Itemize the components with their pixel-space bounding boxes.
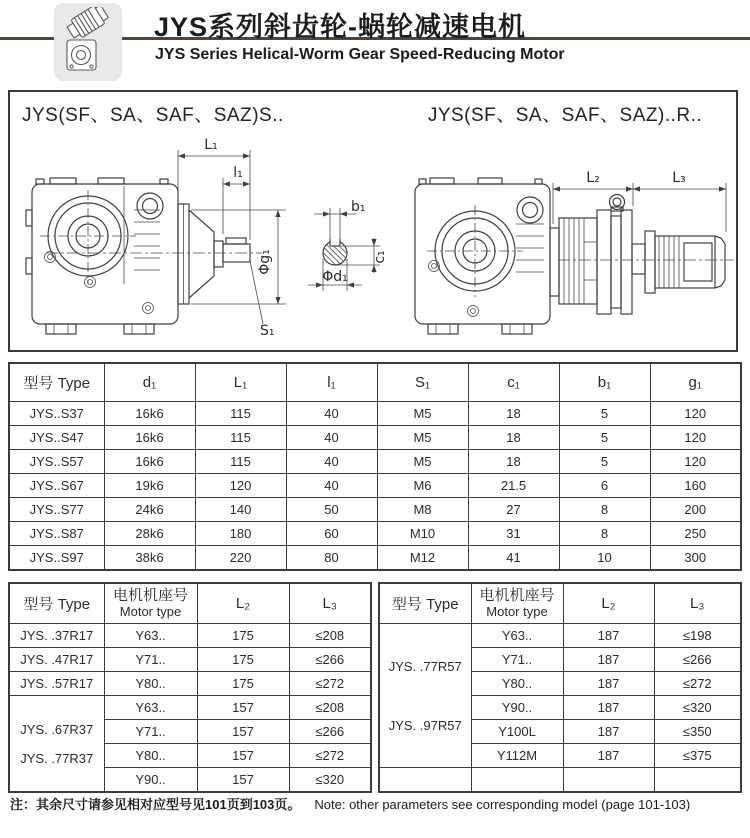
- value-cell: 18: [468, 402, 559, 426]
- dim-label-d1: Φd₁: [322, 269, 348, 285]
- diagram-caption-r-type: JYS(SF、SA、SAF、SAZ)..R..: [427, 105, 703, 126]
- l3-cell: ≤320: [289, 768, 371, 793]
- value-cell: 41: [468, 546, 559, 571]
- model-cell: JYS..S87: [9, 522, 104, 546]
- l3-cell: ≤266: [289, 720, 371, 744]
- model-label: JYS. .77R37: [20, 750, 94, 766]
- header-row: [9, 583, 371, 624]
- col-header-dim: g₁: [650, 363, 741, 402]
- model-label: JYS. .57R17: [20, 676, 94, 691]
- value-cell: 8: [559, 522, 650, 546]
- col-header-dim: b₁: [559, 363, 650, 402]
- motor-row: [9, 624, 371, 648]
- dimension-c1: [336, 238, 388, 273]
- motor-row: [9, 672, 371, 696]
- col-header-dim: L₁: [195, 363, 286, 402]
- l3-cell: ≤272: [289, 744, 371, 768]
- l2-cell: 175: [197, 624, 289, 648]
- value-cell: 10: [559, 546, 650, 571]
- model-cell: [9, 696, 104, 793]
- model-label: JYS. .77R57: [388, 658, 462, 674]
- value-cell: 115: [195, 450, 286, 474]
- value-cell: 21.5: [468, 474, 559, 498]
- dimension-d1: [308, 259, 362, 291]
- spec-row: [9, 546, 741, 571]
- dimension-l1: [223, 165, 250, 234]
- l3-cell: ≤208: [289, 624, 371, 648]
- motor-type-cell: Y71..: [104, 720, 197, 744]
- model-cell: [379, 624, 471, 768]
- col-header-type: 型号 Type: [9, 363, 104, 402]
- diagram-caption-s-type: JYS(SF、SA、SAF、SAZ)S..: [22, 105, 284, 126]
- value-cell: 120: [195, 474, 286, 498]
- l2-cell: 157: [197, 744, 289, 768]
- l3-cell: ≤208: [289, 696, 371, 720]
- dim-label-L2: L₂: [586, 170, 600, 186]
- value-cell: 5: [559, 426, 650, 450]
- value-cell: M5: [377, 426, 468, 450]
- motor-table-r17-r37: [8, 582, 372, 793]
- model-label: JYS. .47R17: [20, 652, 94, 667]
- l2-cell: 175: [197, 672, 289, 696]
- main-spec-table: [8, 362, 742, 571]
- value-cell: 160: [650, 474, 741, 498]
- col-header-dim: c₁: [468, 363, 559, 402]
- value-cell: 140: [195, 498, 286, 522]
- shaft-cross-section: [323, 237, 347, 265]
- value-cell: 19k6: [104, 474, 195, 498]
- l3-cell: ≤198: [654, 624, 741, 648]
- value-cell: 40: [286, 474, 377, 498]
- model-cell: [9, 672, 104, 696]
- dim-label-c1: c₁: [372, 250, 388, 264]
- primary-stage-assembly: [550, 195, 645, 315]
- value-cell: 16k6: [104, 402, 195, 426]
- col-header-dim: d₁: [104, 363, 195, 402]
- value-cell: 24k6: [104, 498, 195, 522]
- l2-cell: 157: [197, 768, 289, 793]
- spec-row: [9, 402, 741, 426]
- value-cell: 18: [468, 450, 559, 474]
- model-cell: JYS..S77: [9, 498, 104, 522]
- value-cell: 18: [468, 426, 559, 450]
- model-label: JYS. .97R57: [388, 717, 462, 733]
- gearbox-front-view-r: [415, 178, 550, 334]
- motor-type-cell: Y63..: [104, 696, 197, 720]
- technical-drawings: [10, 92, 736, 350]
- model-cell: [9, 624, 104, 648]
- model-cell: JYS..S57: [9, 450, 104, 474]
- model-label: JYS. .37R17: [20, 628, 94, 643]
- l2-cell: 187: [563, 624, 654, 648]
- model-cell: JYS..S37: [9, 402, 104, 426]
- value-cell: 5: [559, 402, 650, 426]
- value-cell: M8: [377, 498, 468, 522]
- col-header-dim: S₁: [377, 363, 468, 402]
- motor-header-en: Motor type: [486, 603, 548, 619]
- value-cell: 80: [286, 546, 377, 571]
- model-cell: [9, 648, 104, 672]
- value-cell: 300: [650, 546, 741, 571]
- motor-row: [9, 648, 371, 672]
- spec-row: [9, 498, 741, 522]
- header-row: [379, 583, 741, 624]
- value-cell: M10: [377, 522, 468, 546]
- motor-assembly: [558, 231, 734, 293]
- value-cell: 115: [195, 426, 286, 450]
- motor-thumbnail-drawing: [58, 7, 118, 77]
- spec-row: [9, 474, 741, 498]
- dim-label-b1: b₁: [351, 199, 366, 215]
- value-cell: 6: [559, 474, 650, 498]
- col-header-type: 型号 Type: [379, 583, 471, 624]
- model-cell: JYS..S47: [9, 426, 104, 450]
- col-header-motor-type: [471, 583, 563, 624]
- value-cell: 27: [468, 498, 559, 522]
- l3-cell: [654, 768, 741, 793]
- motor-type-cell: Y90..: [104, 768, 197, 793]
- value-cell: 8: [559, 498, 650, 522]
- footnote-zh: 注：其余尺寸请参见相对应型号见101页到103页。: [10, 797, 301, 812]
- l2-cell: 187: [563, 720, 654, 744]
- value-cell: M6: [377, 474, 468, 498]
- col-header-l2: L₂: [563, 583, 654, 624]
- motor-type-cell: Y100L: [471, 720, 563, 744]
- value-cell: 180: [195, 522, 286, 546]
- motor-type-cell: Y71..: [104, 648, 197, 672]
- motor-type-cell: Y112M: [471, 744, 563, 768]
- motor-row: [379, 624, 741, 648]
- col-header-l2: L₂: [197, 583, 289, 624]
- value-cell: 250: [650, 522, 741, 546]
- spec-row: [9, 426, 741, 450]
- footnote-en: Note: other parameters see corresponding model (page 101-103): [314, 797, 691, 812]
- spec-row: [9, 522, 741, 546]
- gearbox-front-view-s: [26, 178, 178, 334]
- l3-cell: ≤320: [654, 696, 741, 720]
- l3-cell: ≤375: [654, 744, 741, 768]
- col-header-type: 型号 Type: [9, 583, 104, 624]
- motor-type-cell: Y71..: [471, 648, 563, 672]
- dimension-diagram-panel: [8, 90, 738, 352]
- l2-cell: 157: [197, 720, 289, 744]
- page-title: JYS系列斜齿轮-蜗轮减速电机: [154, 12, 527, 42]
- value-cell: 60: [286, 522, 377, 546]
- value-cell: M5: [377, 402, 468, 426]
- col-header-dim: l₁: [286, 363, 377, 402]
- motor-type-cell: Y80..: [471, 672, 563, 696]
- l2-cell: [563, 768, 654, 793]
- motor-header-zh: 电机机座号: [112, 587, 188, 605]
- motor-type-cell: Y63..: [471, 624, 563, 648]
- model-cell: [379, 768, 471, 793]
- motor-type-cell: Y63..: [104, 624, 197, 648]
- header-row: [9, 363, 741, 402]
- value-cell: 28k6: [104, 522, 195, 546]
- l2-cell: 175: [197, 648, 289, 672]
- motor-table-r57: [378, 582, 742, 793]
- col-header-l3: L₃: [654, 583, 741, 624]
- dim-label-L3: L₃: [672, 170, 686, 186]
- value-cell: M5: [377, 450, 468, 474]
- value-cell: 16k6: [104, 450, 195, 474]
- l3-cell: ≤266: [654, 648, 741, 672]
- motor-header-zh: 电机机座号: [479, 587, 555, 605]
- value-cell: 16k6: [104, 426, 195, 450]
- value-cell: M12: [377, 546, 468, 571]
- motor-thumbnail: [54, 3, 122, 81]
- l3-cell: ≤266: [289, 648, 371, 672]
- value-cell: 200: [650, 498, 741, 522]
- model-label: JYS. .67R37: [20, 721, 94, 737]
- motor-type-cell: Y80..: [104, 744, 197, 768]
- value-cell: 115: [195, 402, 286, 426]
- l2-cell: 157: [197, 696, 289, 720]
- motor-row: [9, 696, 371, 720]
- value-cell: 120: [650, 426, 741, 450]
- value-cell: 220: [195, 546, 286, 571]
- value-cell: 120: [650, 450, 741, 474]
- model-cell: JYS..S97: [9, 546, 104, 571]
- value-cell: 31: [468, 522, 559, 546]
- spec-row: [9, 450, 741, 474]
- l2-cell: 187: [563, 672, 654, 696]
- value-cell: 40: [286, 426, 377, 450]
- value-cell: 40: [286, 402, 377, 426]
- dim-label-g1: Φg₁: [257, 249, 273, 275]
- motor-type-cell: [471, 768, 563, 793]
- value-cell: 5: [559, 450, 650, 474]
- col-header-motor-type: [104, 583, 197, 624]
- l2-cell: 187: [563, 648, 654, 672]
- motor-type-cell: Y90..: [471, 696, 563, 720]
- motor-row: [379, 768, 741, 793]
- footnote: [10, 794, 690, 813]
- value-cell: 40: [286, 450, 377, 474]
- value-cell: 120: [650, 402, 741, 426]
- l3-cell: ≤272: [654, 672, 741, 696]
- dimension-L3: [633, 170, 726, 232]
- dimension-b1: [314, 199, 366, 242]
- value-cell: 38k6: [104, 546, 195, 571]
- dim-label-L1: L₁: [204, 137, 218, 153]
- motor-type-cell: Y80..: [104, 672, 197, 696]
- page-subtitle: JYS Series Helical-Worm Gear Speed-Reducing Motor: [155, 46, 565, 63]
- l3-cell: ≤350: [654, 720, 741, 744]
- l2-cell: 187: [563, 696, 654, 720]
- l3-cell: ≤272: [289, 672, 371, 696]
- dim-label-l1: l₁: [233, 165, 243, 181]
- motor-header-en: Motor type: [119, 603, 182, 619]
- dim-label-S1: S₁: [260, 323, 275, 339]
- value-cell: 50: [286, 498, 377, 522]
- l2-cell: 187: [563, 744, 654, 768]
- model-cell: JYS..S67: [9, 474, 104, 498]
- col-header-l3: L₃: [289, 583, 371, 624]
